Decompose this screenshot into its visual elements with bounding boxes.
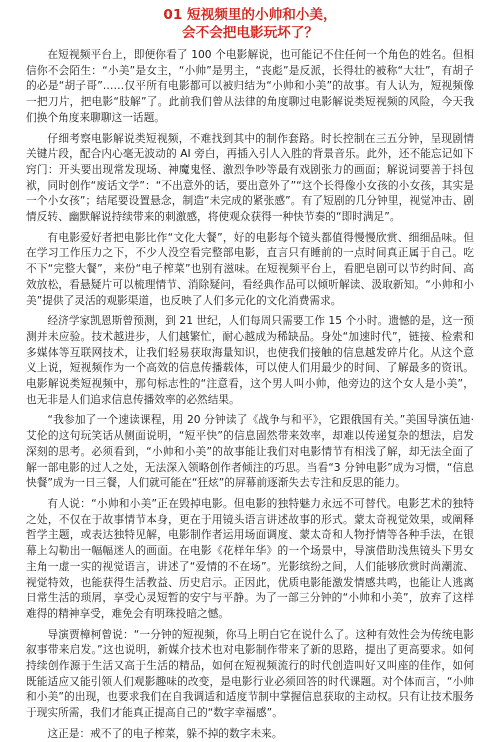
paragraph-8: 这正是：戒不了的电子榨菜，躲不掉的数字未来。 <box>47 726 283 740</box>
paragraph-4: 经济学家凯恩斯曾预测，到 21 世纪，人们每周只需要工作 15 个小时。遗憾的是，这一预测并未应验。技术越进步，人们越繁忙，耐心越成为稀缺品。身处“加速时代”，链接、检索和多媒体等互联网技术，让我们轻易获取海量知识，也使我们接触的信息越发碎片化。从这个意义上说，短视频作为一个高效的信息传播载体，可以使人们用最少的时间、了解最多的资讯。电影解说类短视频中，那句标志性的“注意看，这个男人叫小帅，他旁边的这个女人是小美”，也无非是人们追求信息传播效率的必然结果。 <box>26 314 474 406</box>
paragraph-1: 在短视频平台上，即便你看了 100 个电影解说，也可能记不住任何一个角色的姓名。但相信你不会陌生：“小美”是女主，“小帅”是男主，“丧彪”是反派，长得壮的被称“大壮”，有胡子的必是“胡子哥”……仅平所有电影都可以被归结为“小帅和小美”的故事。有人认为，短视频像一把刀片，把电影“肢解”了。此前我们曾从法律的角度聊过电影解说类短视频的风险，今天我们换个角度来聊聊这一话题。 <box>26 48 474 124</box>
article-body <box>26 47 474 742</box>
title-line-2: 会不会把电影玩坏了？ <box>182 25 318 41</box>
paragraph-3: 有电影爱好者把电影比作“文化大餐”，好的电影每个镜头都值得慢慢欣赏、细细品味。但在学习工作压力之下，不少人没空看完整部电影，直言只有睡前的一点时间真正属于自己。吃不下“完整大餐”，来份“电子榨菜”也别有滋味。在短视频平台上，看肥皂剧可以节约时间、高效放松，看悬疑片可以梳理情节、消除疑问，看经典作品可以倾听解读、汲取新知。“小帅和小美”提供了灵活的观影渠道，也反映了人们多元化的文化消费需求。 <box>26 230 474 307</box>
article-title <box>26 6 474 42</box>
title-line-1: 01 短视频里的小帅和小美， <box>163 7 337 23</box>
paragraph-2: 仔细考察电影解说类短视频，不难找到其中的制作套路。时长控制在三五分钟，呈现剧情关键片段，配合内心毫无波动的 AI 旁白，再插入引人入胜的背景音乐。此外，还不能忘记如下窍门：开头要出现常发现场、神魔鬼怪、激烈争吵等最有戏剧张力的画面；解说词要善于抖包袱，同时创作“废话文学”：“不出意外的话，要出意外了”“这个长得像小女孩的小女孩，其实是一个小女孩”；结尾要设置悬念，制造“未完成的紧张感”。有了短剧的几分钟里，视觉冲击、剧情反转、幽默解说持续带来的刺激感，将使观众获得一种快节奏的“即时满足”。 <box>26 131 474 224</box>
paragraph-5: “我参加了一个速读课程，用 20 分钟读了《战争与和平》，它跟俄国有关。”美国导演伍迪·艾伦的这句玩笑话从侧面说明，“短平快”的信息固然带来效率，却难以传递复杂的想法，启发深刻的思考。必须看到，“小帅和小美”的故事能让我们对电影情节有相浅了解，却无法全面了解一部电影的过人之处，无法深入领略创作者倾注的巧思。当看“3 分钟电影”成为习惯，“信息快餐”成为一日三餐，人们就可能在“狂炫”的屏幕前逐渐失去专注和反思的能力。 <box>26 413 474 490</box>
paragraph-7: 导演贾樟柯曾说：“一分钟的短视频，你马上明白它在说什么了。这种有效性会为传统电影叙事带来启发。”这也说明，新媒介技术也对电影制作带来了新的思路，提出了更高要求。如何持续创作源于生活又高于生活的精品，如何在短视频流行的时代创造叫好又叫座的佳作，如何既能适应又能引领人们观影趣味的改变，是电影行业必须回答的时代课题。对个体而言，“小帅和小美”的出现，也要求我们在自我调适和适度节制中掌握信息获取的主动权。只有让技术服务于现实所需，我们才能真正提高自己的“数字幸福感”。 <box>26 627 474 720</box>
paragraph-6: 有人说：“小帅和小美”正在毁掉电影。但电影的独特魅力永远不可替代。电影艺术的独特之处，不仅在于故事情节本身，更在于用镜头语言讲述故事的形式。蒙太奇视觉效果，或阐释哲学主题，或表达独特见解，电影制作者运用场面调度、蒙太奇和人物抒情等各种手法，在银幕上勾勒出一幅幅迷人的画面。在电影《花样年华》的一个场景中，导演借助浅焦镜头下男女主角一虚一实的视觉语言，讲述了“爱情的不在场”。光影缤纷之间，人们能够欣赏时尚潮流、视觉特效，也能获得生活教益、历史启示。正因此，优质电影能激发情感共鸣，也能让人逃离日常生活的琐屑，享受心灵短暂的安宁与平静。为了一部三分钟的“小帅和小美”，放弃了这样难得的精神享受，难免会有明珠投暗之憾。 <box>26 496 474 620</box>
